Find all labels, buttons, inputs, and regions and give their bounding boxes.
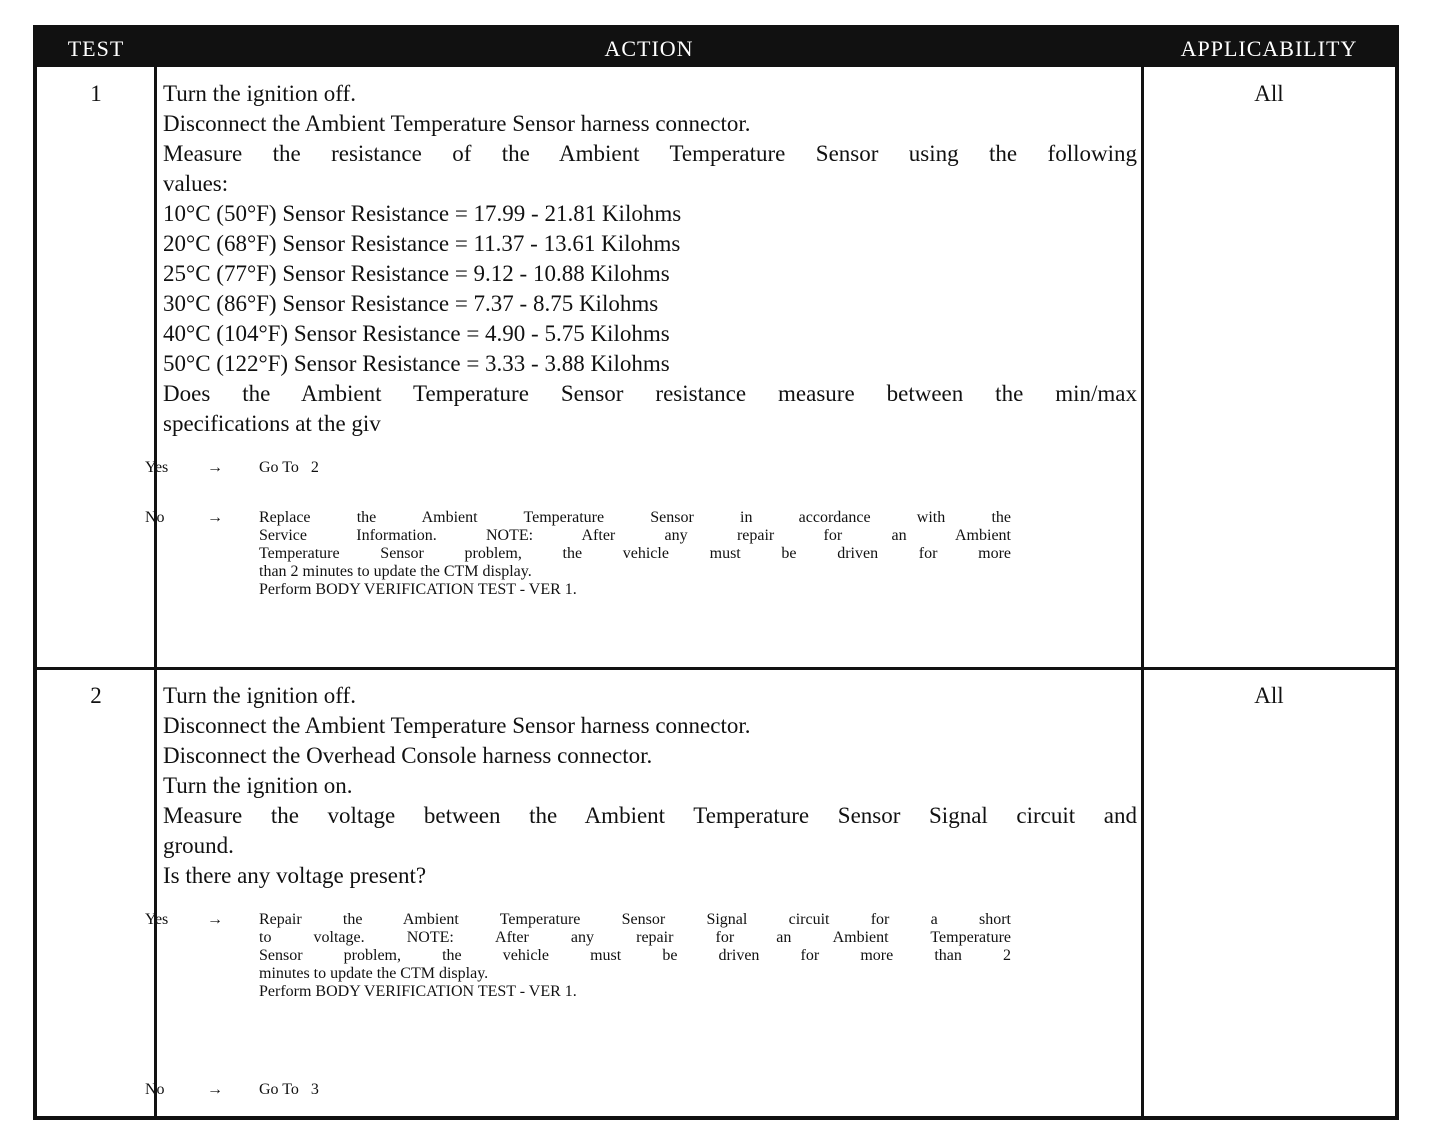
action-line: Turn the ignition off. [163,683,356,708]
applicability-value: All [1254,81,1284,106]
result-line: Go To 2 [259,459,319,476]
column-divider [154,67,157,1116]
result-line: minutes to update the CTM display. [259,965,489,982]
arrow-right-icon: → [207,509,223,526]
result-line: Perform BODY VERIFICATION TEST - VER 1. [259,581,577,598]
header-action: ACTION [604,36,694,61]
result-text [259,911,1011,1001]
result-line: to voltage. NOTE: After any repair for an Ambient Temperature [259,929,1011,946]
result-line: Perform BODY VERIFICATION TEST - VER 1. [259,983,577,1000]
header-applicability: APPLICABILITY [1180,36,1358,61]
action-line: Turn the ignition on. [163,773,353,798]
action-line: specifications at the giv [163,411,381,436]
result-label: Yes [145,911,169,928]
action-line: 10°C (50°F) Sensor Resistance = 17.99 - 21.81 Kilohms [163,201,682,226]
action-line: Turn the ignition off. [163,81,356,106]
result-line: Temperature Sensor problem, the vehicle must be driven for more [259,545,1011,562]
arrow-right-icon: → [207,1081,223,1098]
result-text [259,1081,1011,1099]
result-line: Service Information. NOTE: After any repair for an Ambient [259,527,1011,544]
action-line: 20°C (68°F) Sensor Resistance = 11.37 - 13.61 Kilohms [163,231,681,256]
result-label: Yes [145,459,169,476]
row-divider [37,667,1395,670]
header-test: TEST [67,36,125,61]
table-header [37,29,1395,67]
result-line: Sensor problem, the vehicle must be driven for more than 2 [259,947,1011,964]
action-line: values: [163,171,229,196]
action-line: Does the Ambient Temperature Sensor resistance measure between the min/max [163,381,1137,406]
arrow-right-icon: → [207,911,223,928]
action-cell [163,681,1137,891]
result-line: Repair the Ambient Temperature Sensor Signal circuit for a short [259,911,1011,928]
test-number: 2 [90,683,102,708]
result-text [259,459,1011,477]
action-line: Disconnect the Ambient Temperature Sensor harness connector. [163,111,751,136]
test-number: 1 [90,81,102,106]
action-cell [163,79,1137,439]
action-line: 25°C (77°F) Sensor Resistance = 9.12 - 10.88 Kilohms [163,261,670,286]
result-line: Replace the Ambient Temperature Sensor in accordance with the [259,509,1011,526]
column-divider [1141,67,1144,1116]
result-line: than 2 minutes to update the CTM display. [259,563,532,580]
result-line: Go To 3 [259,1081,319,1098]
result-label: No [145,1081,165,1098]
result-label: No [145,509,165,526]
action-line: Disconnect the Overhead Console harness connector. [163,743,653,768]
action-line: 40°C (104°F) Sensor Resistance = 4.90 - 5.75 Kilohms [163,321,670,346]
action-line: ground. [163,833,234,858]
action-line: 30°C (86°F) Sensor Resistance = 7.37 - 8.75 Kilohms [163,291,659,316]
result-text [259,509,1011,599]
applicability-value: All [1254,683,1284,708]
action-line: Measure the resistance of the Ambient Temperature Sensor using the following [163,141,1137,166]
action-line: Is there any voltage present? [163,863,427,888]
arrow-right-icon: → [207,459,223,476]
action-line: Measure the voltage between the Ambient Temperature Sensor Signal circuit and [163,803,1137,828]
diagnostic-table [33,25,1399,1120]
action-line: Disconnect the Ambient Temperature Sensor harness connector. [163,713,751,738]
action-line: 50°C (122°F) Sensor Resistance = 3.33 - 3.88 Kilohms [163,351,670,376]
